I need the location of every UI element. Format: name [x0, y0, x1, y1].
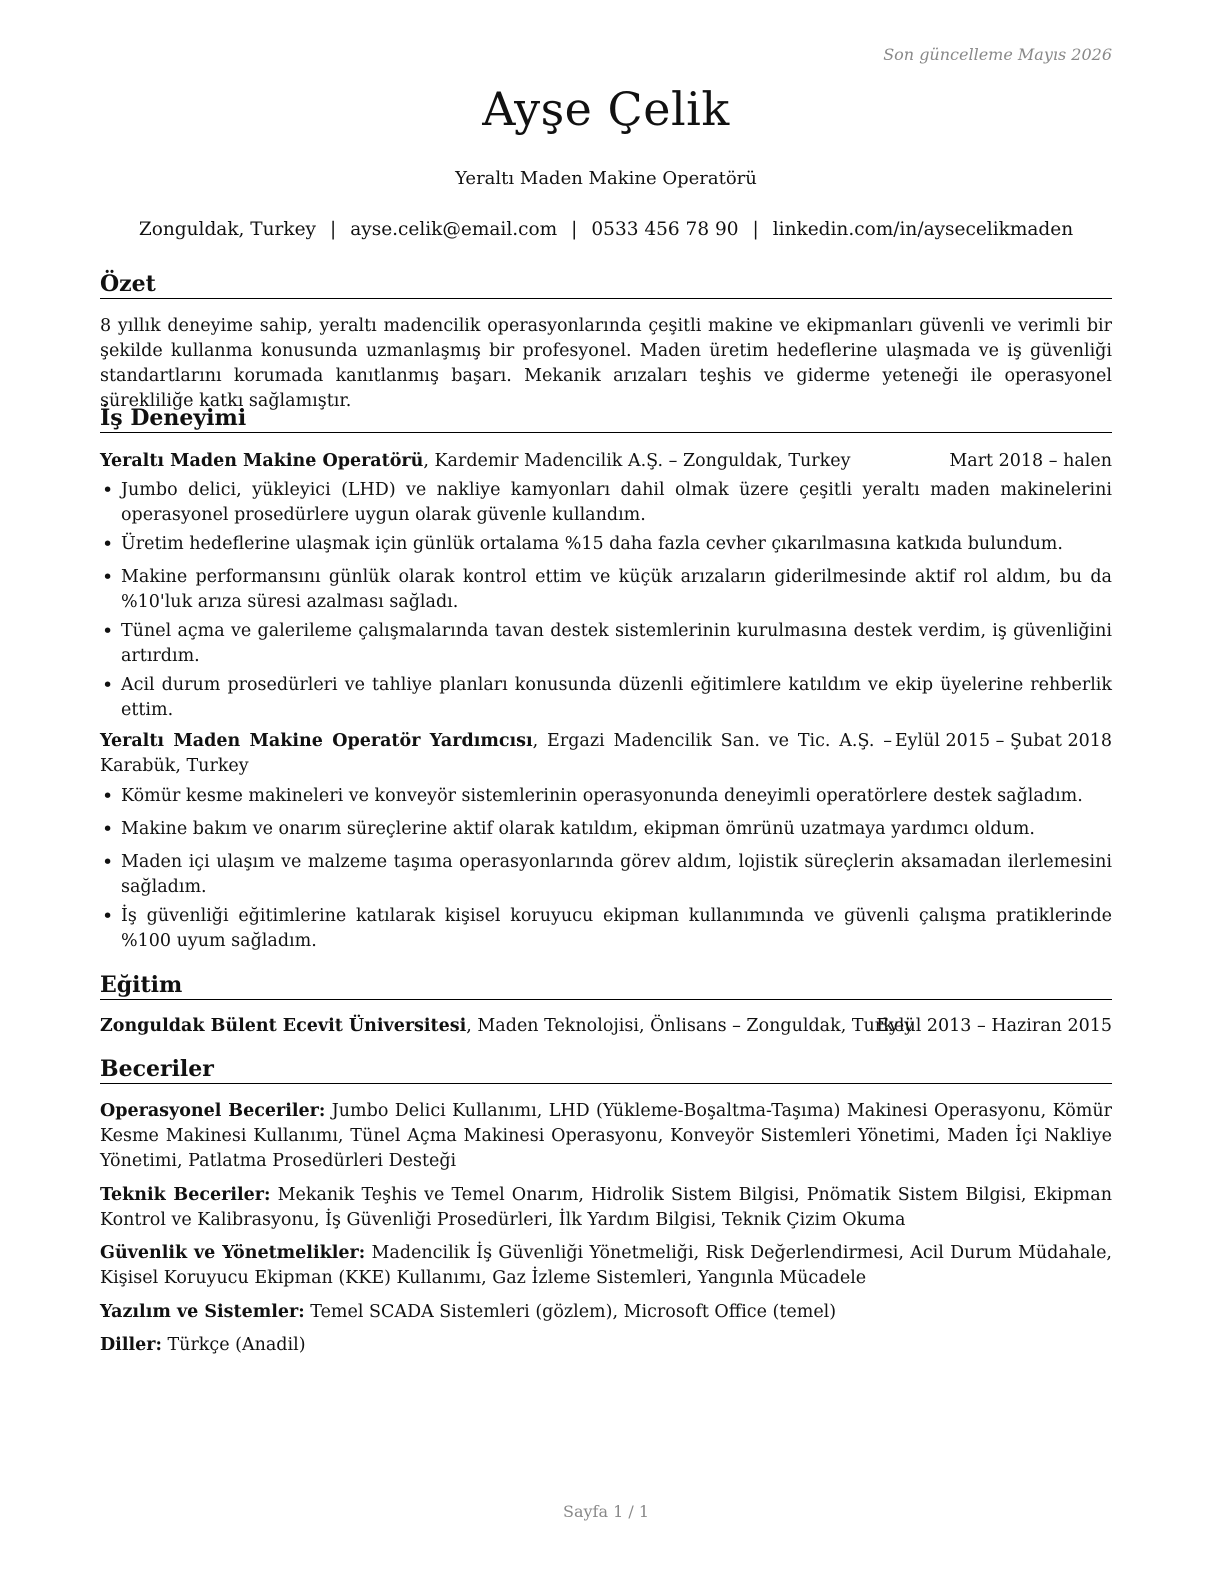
- skill-label: Güvenlik ve Yönetmelikler:: [100, 1243, 366, 1263]
- education-school: Zonguldak Bülent Ecevit Üniversitesi: [100, 1016, 467, 1036]
- skill-label: Diller:: [100, 1335, 162, 1355]
- bullet-item: • İş güvenliği eğitimlerine katılarak kişisel koruyucu ekipman kullanımında ve güvenli çalışma pratiklerinde %100 uyum sağladım.: [100, 904, 1112, 954]
- skill-text: Mekanik Teşhis ve Temel Onarım, Hidrolik Sistem Bilgisi, Pnömatik Sistem Bilgisi, Ekipman Kontrol ve Kalibrasyonu, İş Güvenliği Prosedürleri, İlk Yardım Bilgisi, Teknik Çizim Okuma: [100, 1185, 1112, 1230]
- contact-separator: |: [330, 219, 337, 240]
- bullet-item: • Jumbo delici, yükleyici (LHD) ve nakliye kamyonları dahil olmak üzere çeşitli yeraltı maden makinelerini operasyonel prosedürlere uygun olarak güvenle kullandım.: [100, 478, 1112, 528]
- last-updated-note: Son güncelleme Mayıs 2026: [883, 45, 1112, 64]
- bullet-item: • Makine bakım ve onarım süreçlerine aktif olarak katıldım, ekipman ömrünü uzatmaya yardımcı oldum.: [100, 817, 1112, 842]
- bullet-item: • Tünel açma ve galerileme çalışmalarında tavan destek sistemlerinin kurulmasına destek verdim, iş güvenliğini artırdım.: [100, 619, 1112, 669]
- contact-line: [100, 219, 1112, 240]
- job-bullets: [100, 784, 1112, 954]
- resume-page: [100, 0, 1112, 1584]
- page-number: Sayfa 1 / 1: [562, 1502, 649, 1521]
- summary-text: 8 yıllık deneyime sahip, yeraltı madencilik operasyonlarında çeşitli makine ve ekipmanları güvenli ve verimli bir şekilde kullanma konusunda uzmanlaşmış bir profesyonel. Maden üretim hedeflerine ulaşmada ve iş güvenliği standartlarını korumada kanıtlanmış başarı. Mekanik arızaları teşhis ve giderme yeteneği ile operasyonel sürekliliğe katkı sağlamıştır.: [100, 316, 1112, 411]
- contact-email[interactable]: ayse.celik@email.com: [350, 219, 558, 240]
- job-header: [100, 449, 1112, 474]
- skill-group: [100, 1183, 1112, 1233]
- education-entry: [100, 1014, 1112, 1039]
- job-role: Yeraltı Maden Makine Operatörü: [100, 451, 424, 471]
- contact-separator: |: [571, 219, 578, 240]
- job-company: , Kardemir Madencilik A.Ş. – Zonguldak, Turkey: [423, 451, 851, 471]
- summary-heading: Özet: [100, 271, 1112, 299]
- skill-label: Operasyonel Beceriler:: [100, 1101, 326, 1121]
- job-dates: Eylül 2015 – Şubat 2018: [894, 731, 1112, 751]
- contact-linkedin[interactable]: linkedin.com/in/aysecelikmaden: [772, 219, 1074, 240]
- contact-location: Zonguldak, Turkey: [138, 219, 316, 240]
- contact-separator: |: [752, 219, 759, 240]
- job-bullets: [100, 478, 1112, 723]
- bullet-item: • Makine performansını günlük olarak kontrol ettim ve küçük arızaların giderilmesinde aktif rol aldım, bu da %10'luk arıza süresi azalması sağladı.: [100, 565, 1112, 615]
- skills-heading: Beceriler: [100, 1056, 1112, 1084]
- education-heading: Eğitim: [100, 972, 1112, 1000]
- skill-group: [100, 1333, 1112, 1358]
- candidate-name: Ayşe Çelik: [482, 82, 730, 136]
- job-role: Yeraltı Maden Makine Operatör Yardımcısı: [100, 731, 533, 751]
- skill-text: Temel SCADA Sistemleri (gözlem), Microsoft Office (temel): [304, 1302, 837, 1322]
- contact-phone: 0533 456 78 90: [591, 219, 739, 240]
- bullet-item: • Maden içi ulaşım ve malzeme taşıma operasyonlarında görev aldım, lojistik süreçlerin aksamadan ilerlemesini sağladım.: [100, 850, 1112, 900]
- skill-text: Türkçe (Anadil): [161, 1335, 306, 1355]
- skill-group: [100, 1099, 1112, 1174]
- education-dates: Eylül 2013 – Haziran 2015: [876, 1016, 1112, 1036]
- skill-group: [100, 1241, 1112, 1291]
- skill-text: Madencilik İş Güvenliği Yönetmeliği, Risk Değerlendirmesi, Acil Durum Müdahale, Kişisel Koruyucu Ekipman (KKE) Kullanımı, Gaz İzleme Sistemleri, Yangınla Mücadele: [100, 1243, 1112, 1288]
- bullet-item: • Acil durum prosedürleri ve tahliye planları konusunda düzenli eğitimlere katıldım ve ekip üyelerine rehberlik ettim.: [100, 673, 1112, 723]
- skill-label: Teknik Beceriler:: [100, 1185, 271, 1205]
- experience-heading: İş Deneyimi: [100, 405, 1112, 433]
- job-dates: Mart 2018 – halen: [949, 451, 1112, 471]
- bullet-item: • Kömür kesme makineleri ve konveyör sistemlerinin operasyonunda deneyimli operatörlere destek sağladım.: [100, 784, 1112, 809]
- education-detail: , Maden Teknolojisi, Önlisans – Zonguldak, Turkey: [466, 1016, 914, 1036]
- job-title: Yeraltı Maden Makine Operatörü: [455, 168, 757, 189]
- skill-group: [100, 1300, 1112, 1325]
- job-company: , Ergazi Madencilik San. ve Tic. A.Ş. – Karabük, Turkey: [100, 731, 893, 776]
- bullet-item: • Üretim hedeflerine ulaşmak için günlük ortalama %15 daha fazla cevher çıkarılmasına katkıda bulundum.: [100, 532, 1112, 557]
- skill-label: Yazılım ve Sistemler:: [100, 1302, 305, 1322]
- job-header: [100, 729, 1112, 779]
- skill-text: Jumbo Delici Kullanımı, LHD (Yükleme-Boşaltma-Taşıma) Makinesi Operasyonu, Kömür Kesme Makinesi Kullanımı, Tünel Açma Makinesi Operasyonu, Konveyör Sistemleri Yönetimi, Maden İçi Nakliye Yönetimi, Patlatma Prosedürleri Desteği: [100, 1101, 1112, 1171]
